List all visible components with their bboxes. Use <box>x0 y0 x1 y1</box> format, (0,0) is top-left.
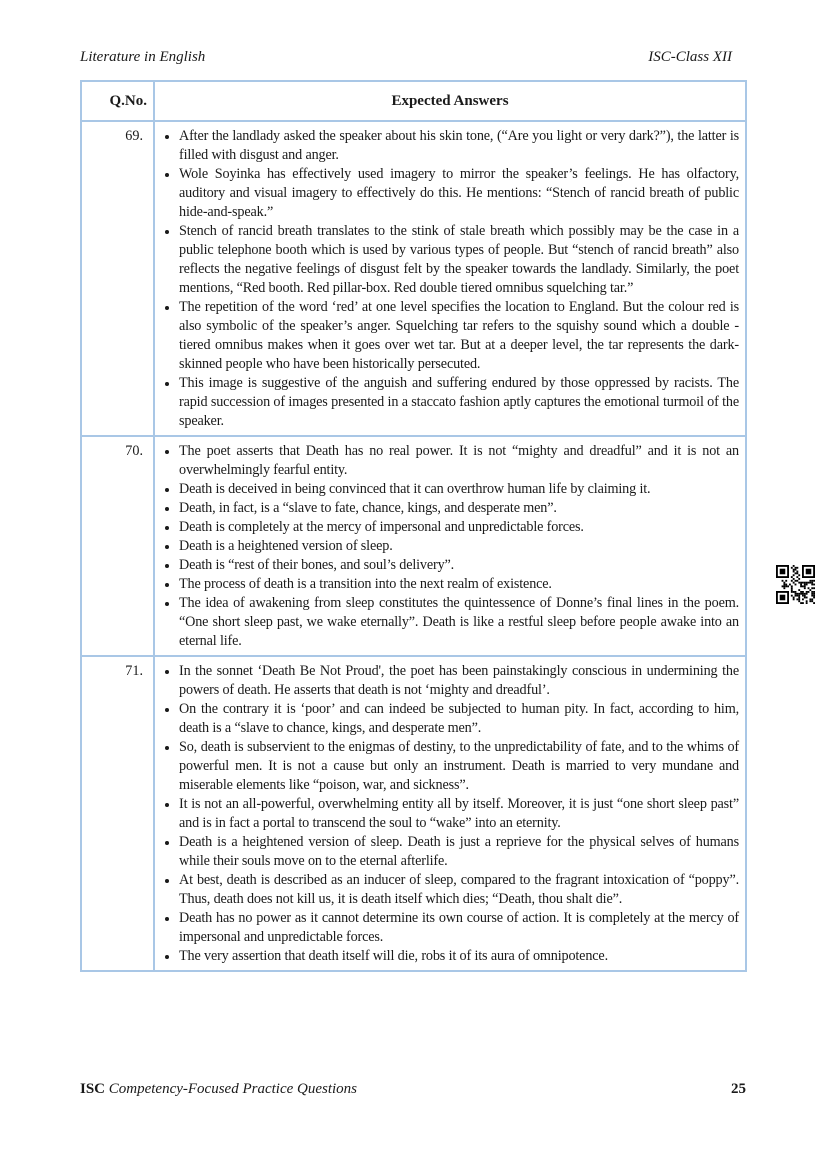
answer-point: • Death is “rest of their bones, and soul’s delivery”. <box>179 556 739 575</box>
answer-points-list <box>159 442 739 651</box>
table-row <box>81 656 746 971</box>
answer-point: • Death is a heightened version of sleep. <box>179 537 739 556</box>
answer-point: • Death is deceived in being convinced that it can overthrow human life by claiming it. <box>179 480 739 499</box>
answer-cell <box>154 436 746 656</box>
answer-point: • The repetition of the word ‘red’ at one level specifies the location to England. But the colour red is also symbolic of the speaker’s anger. Squelching tar refers to the squishy sound which a double -tiered omnibus makes when it goes over wet tar. But at a deeper level, the tar represents the dark-skinned people who have been historically persecuted. <box>179 298 739 374</box>
answer-point: • The idea of awakening from sleep constitutes the quintessence of Donne’s final lines in the poem. “One short sleep past, we wake eternally”. Death is like a restful sleep before people awake into an eternal life. <box>179 594 739 651</box>
column-header-qno: Q.No. <box>81 81 154 121</box>
answer-point: • After the landlady asked the speaker about his skin tone, (“Are you light or very dark?”), the latter is filled with disgust and anger. <box>179 127 739 165</box>
running-header-subject: Literature in English <box>80 49 206 65</box>
answer-cell <box>154 656 746 971</box>
answer-point: • At best, death is described as an inducer of sleep, compared to the fragrant intoxication of “poppy”. Thus, death does not kill us, it is death itself which dies; “Death, thou shalt die”. <box>179 871 739 909</box>
answer-points-list <box>159 127 739 431</box>
table-row <box>81 121 746 436</box>
answer-point: • Stench of rancid breath translates to the stink of stale breath which possibly may be the case in a public telephone booth which is used by various types of people. But “stench of rancid breath” also reflects the negative feelings of disgust felt by the speaker towards the landlady. Similarly, the poet mentions, “Red booth. Red pillar-box. Red double tiered omnibus squelching tar.” <box>179 222 739 298</box>
answer-point: • Death is completely at the mercy of impersonal and unpredictable forces. <box>179 518 739 537</box>
answer-point: • In the sonnet ‘Death Be Not Proud', the poet has been painstakingly conscious in undermining the powers of death. He asserts that death is not ‘mighty and dreadful’. <box>179 662 739 700</box>
table-header-row <box>81 81 746 121</box>
footer-subtitle: Competency-Focused Practice Questions <box>108 1081 358 1097</box>
running-header-class: ISC-Class XII <box>648 49 732 65</box>
answer-cell <box>154 121 746 436</box>
answer-point: • Death has no power as it cannot determine its own course of action. It is completely at the mercy of impersonal and unpredictable forces. <box>179 909 739 947</box>
footer-brand: ISC <box>80 1081 106 1097</box>
answer-point: • The poet asserts that Death has no real power. It is not “mighty and dreadful” and it is not an overwhelmingly fearful entity. <box>179 442 739 480</box>
footer-title <box>80 1081 357 1098</box>
answer-point: • Death is a heightened version of sleep. Death is just a reprieve for the physical selves of humans while their souls move on to the eternal afterlife. <box>179 833 739 871</box>
answer-point: • Wole Soyinka has effectively used imagery to mirror the speaker’s feelings. He has olfactory, auditory and visual imagery to effectively do this. He mentions: “Stench of rancid breath of public hide-and-speak.” <box>179 165 739 222</box>
question-number: 71. <box>81 656 154 971</box>
page-number: 25 <box>731 1081 746 1097</box>
question-number: 69. <box>81 121 154 436</box>
answer-point: • Death, in fact, is a “slave to fate, chance, kings, and desperate men”. <box>179 499 739 518</box>
answer-point: • On the contrary it is ‘poor’ and can indeed be subjected to human pity. In fact, according to him, death is a “slave to chance, kings, and desperate men”. <box>179 700 739 738</box>
answer-point: • The very assertion that death itself will die, robs it of its aura of omnipotence. <box>179 947 739 966</box>
answer-point: • The process of death is a transition into the next realm of existence. <box>179 575 739 594</box>
qr-code-icon[interactable] <box>776 565 815 604</box>
column-header-answers: Expected Answers <box>154 81 746 121</box>
answer-point: • It is not an all-powerful, overwhelming entity all by itself. Moreover, it is just “one short sleep past” and is in fact a portal to transcend the soul to “wake” into an eternity. <box>179 795 739 833</box>
table-row <box>81 436 746 656</box>
question-number: 70. <box>81 436 154 656</box>
answers-table <box>80 80 747 972</box>
answer-point: • This image is suggestive of the anguish and suffering endured by those oppressed by racists. The rapid succession of images presented in a staccato fashion aptly captures the emotional turmoil of the speaker. <box>179 374 739 431</box>
answer-point: • So, death is subservient to the enigmas of destiny, to the unpredictability of fate, and to the whims of powerful men. It is not a cause but only an instrument. Death is married to very mundane and miserable elements like “poison, war, and sickness”. <box>179 738 739 795</box>
table-body <box>81 121 746 971</box>
answer-points-list <box>159 662 739 966</box>
